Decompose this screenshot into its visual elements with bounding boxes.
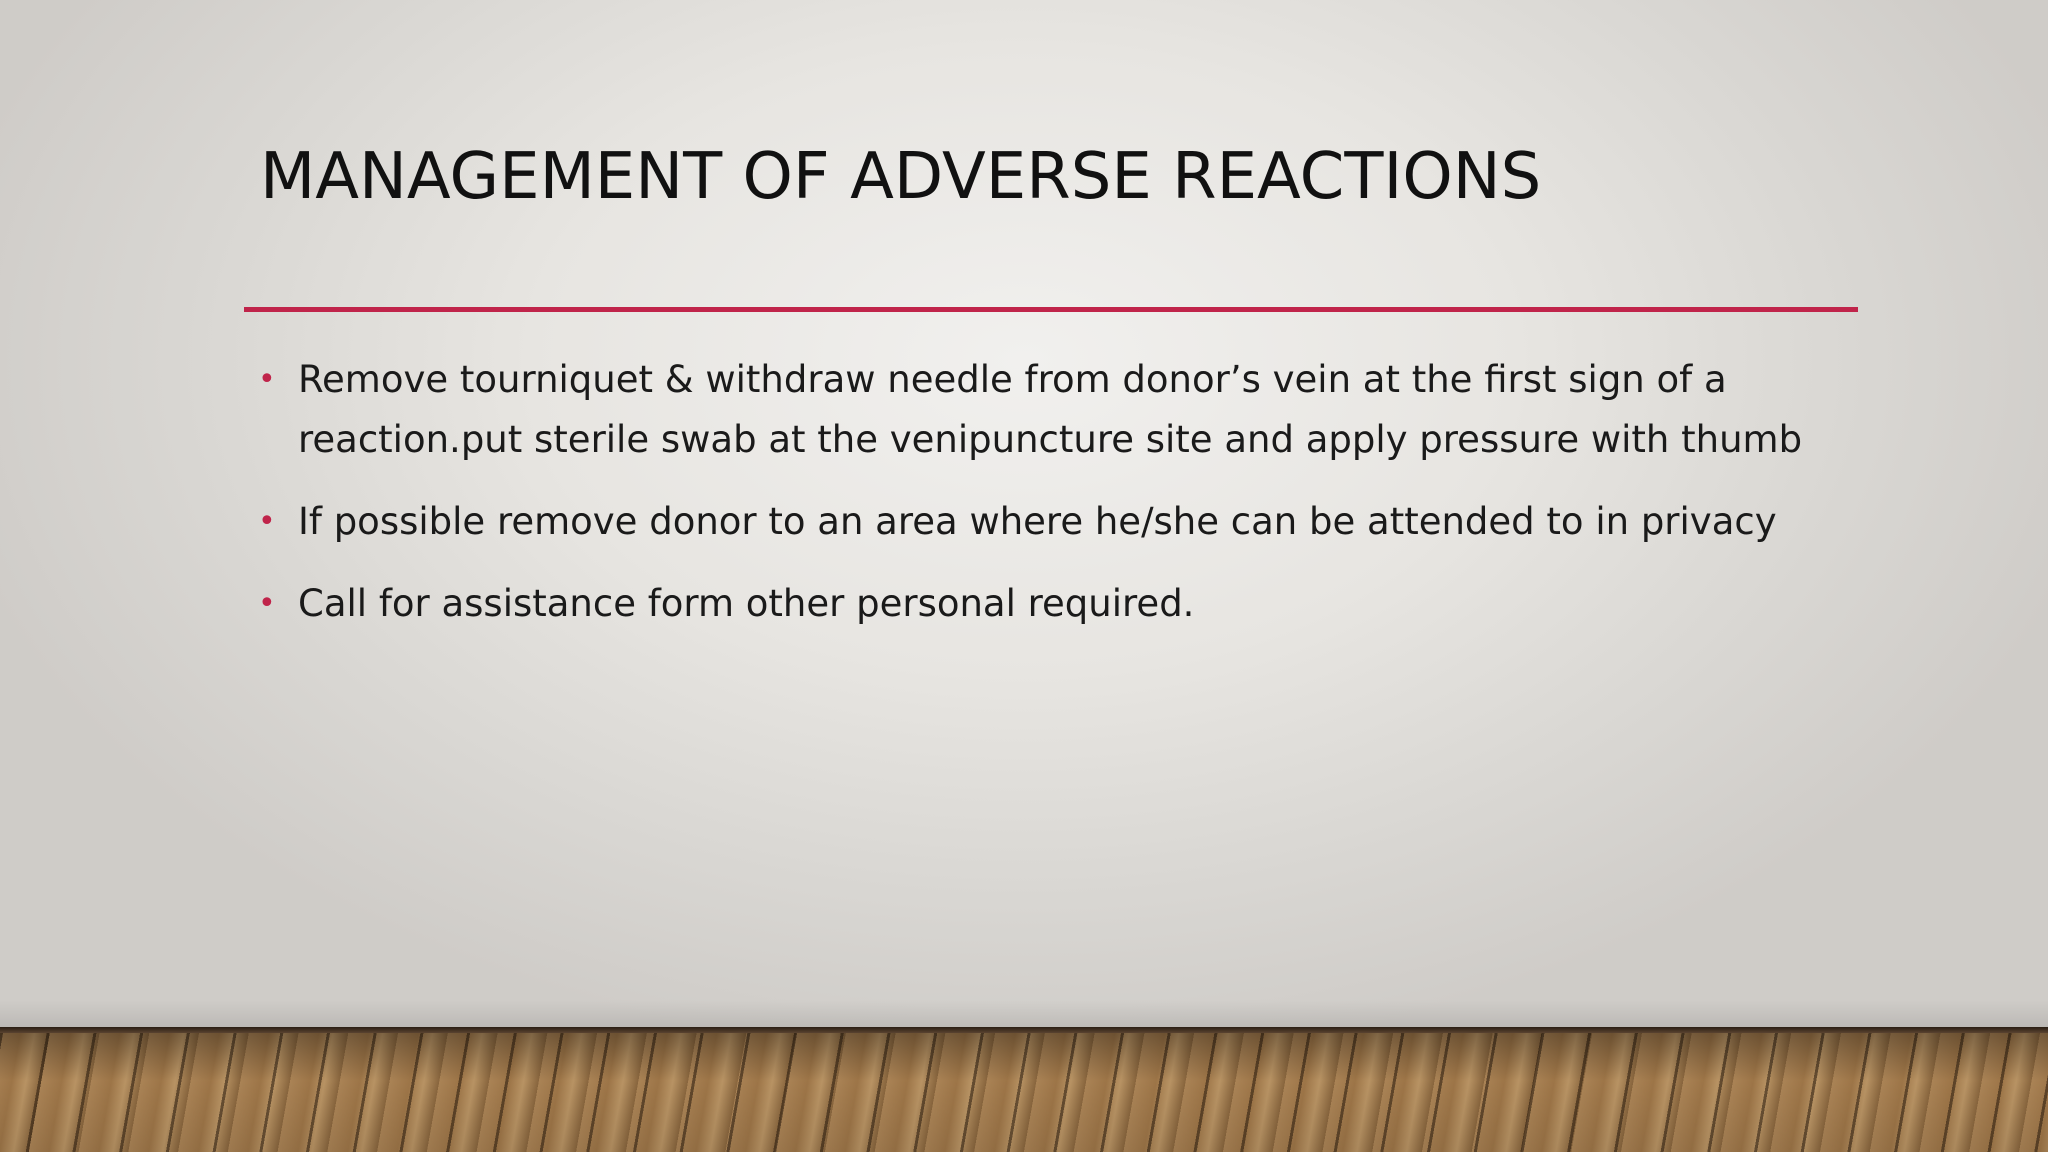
floor-shade bbox=[0, 1033, 2048, 1152]
bullet-list bbox=[258, 350, 1848, 656]
bullet-dot-icon: • bbox=[258, 362, 276, 397]
bullet-item bbox=[258, 574, 1848, 634]
bullet-text: If possible remove donor to an area where he/she can be attended to in privacy bbox=[298, 500, 1777, 543]
bullet-text: Remove tourniquet & withdraw needle from donor’s vein at the first sign of a reaction.put sterile swab at the venipuncture site and apply pressure with thumb bbox=[298, 358, 1803, 461]
bullet-dot-icon: • bbox=[258, 504, 276, 539]
bullet-text: Call for assistance form other personal required. bbox=[298, 582, 1195, 625]
bullet-item bbox=[258, 492, 1848, 552]
slide-title: MANAGEMENT OF ADVERSE REACTIONS bbox=[260, 140, 1542, 214]
wall-shadow bbox=[0, 1000, 2048, 1030]
bullet-dot-icon: • bbox=[258, 586, 276, 621]
title-divider bbox=[244, 307, 1858, 312]
bullet-item bbox=[258, 350, 1848, 470]
